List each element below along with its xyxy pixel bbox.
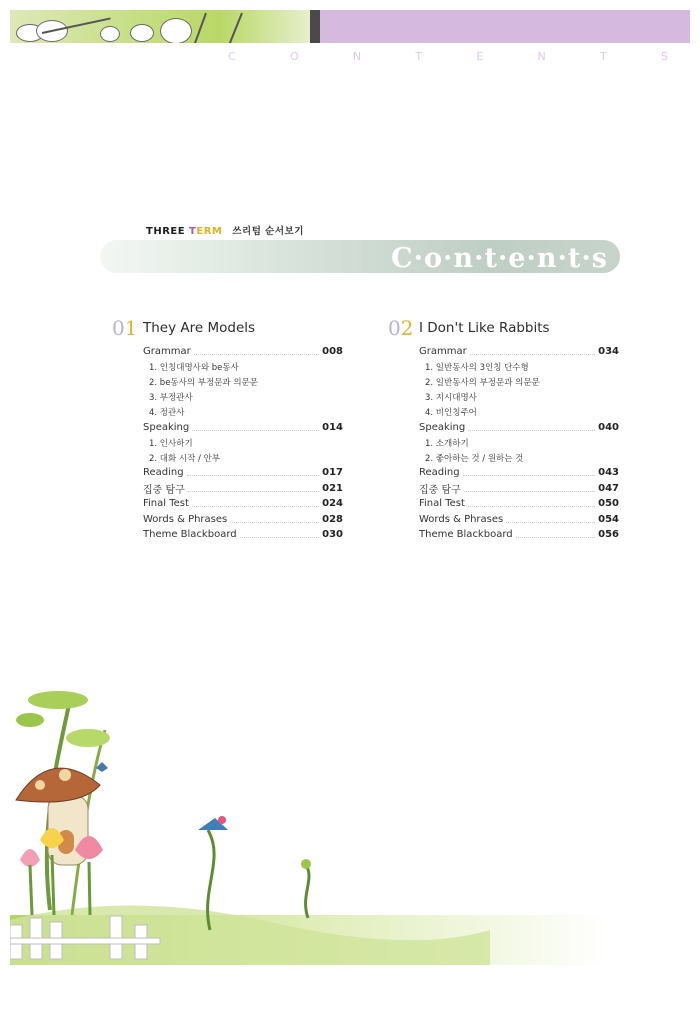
toc-entry-theme[interactable]: Theme Blackboard 056 <box>419 529 619 541</box>
chapter-title: I Don't Like Rabbits <box>419 320 550 336</box>
toc-subitem: 2. 좋아하는 것 / 원하는 것 <box>425 453 524 464</box>
header-letter: S <box>661 50 668 63</box>
header-letter: T <box>415 50 423 63</box>
term-erm: ERM <box>196 226 223 237</box>
header-letter: C <box>228 50 236 63</box>
chapter-column <box>112 316 343 541</box>
toc-entry-grammar[interactable]: Grammar 034 <box>419 346 619 358</box>
toc-subitem: 1. 인칭대명사와 be동사 <box>149 363 239 373</box>
cap-spot <box>59 769 71 781</box>
toc-list <box>419 344 619 543</box>
toc-entry-theme[interactable]: Theme Blackboard 030 <box>143 529 343 541</box>
toc-subitem: 2. be동사의 부정문과 의문문 <box>149 378 258 388</box>
page-number: 024 <box>322 498 343 510</box>
sprout-bud <box>301 859 311 869</box>
header-letter: O <box>289 50 299 63</box>
toc-subitem: 4. 비인칭주어 <box>425 408 477 418</box>
header-contents-word <box>228 50 668 63</box>
chapter-column <box>388 316 619 541</box>
leaf <box>66 729 110 747</box>
page-number: 034 <box>598 346 619 358</box>
toc-subitem: 1. 소개하기 <box>425 438 469 449</box>
toc-entry-focus[interactable]: 집중 탐구 021 <box>143 482 343 496</box>
page-number: 021 <box>322 482 343 494</box>
toc-entry-focus[interactable]: 집중 탐구 047 <box>419 482 619 496</box>
header-bar <box>320 10 690 43</box>
toc-entry-speaking[interactable]: Speaking 040 <box>419 421 619 433</box>
contents-banner <box>100 240 620 273</box>
chapter-number: 01 <box>112 316 138 340</box>
banner-title: C·o·n·t·e·n·t·s <box>391 243 608 273</box>
toc-subitem: 3. 지시대명사 <box>425 393 477 403</box>
chapter-number: 02 <box>388 316 414 340</box>
cap-spot <box>35 780 45 790</box>
leaf <box>16 713 44 727</box>
toc-subitem: 1. 인사하기 <box>149 438 193 449</box>
term-label <box>146 223 304 237</box>
toc-subitem: 2. 일반동사의 부정문과 의문문 <box>425 378 540 388</box>
page-number: 028 <box>322 513 343 525</box>
term-korean: 쓰리텀 순서보기 <box>232 226 304 237</box>
header-letter: T <box>600 50 607 63</box>
chapter-heading <box>388 316 598 344</box>
page-number: 014 <box>322 421 343 433</box>
term-three: THREE <box>146 226 186 237</box>
toc-subitem: 4. 정관사 <box>149 408 185 418</box>
toc-entry-words[interactable]: Words & Phrases 054 <box>419 513 619 525</box>
toc-subitem: 3. 부정관사 <box>149 393 193 403</box>
toc-entry-reading[interactable]: Reading 017 <box>143 467 343 479</box>
chapter-title: They Are Models <box>143 320 256 336</box>
toc-subitem: 1. 일반동사의 3인칭 단수형 <box>425 363 529 373</box>
header-letter: N <box>537 50 546 63</box>
toc-entry-words[interactable]: Words & Phrases 028 <box>143 513 343 525</box>
term-t: T <box>189 226 197 237</box>
toc-entry-speaking[interactable]: Speaking 014 <box>143 421 343 433</box>
mushroom-cap <box>16 768 100 802</box>
page-number: 056 <box>598 529 619 541</box>
page-number: 040 <box>598 421 619 433</box>
page-number: 008 <box>322 346 343 358</box>
leaf <box>28 691 88 709</box>
sprout-stem <box>306 865 309 918</box>
page-number: 050 <box>598 498 619 510</box>
toc-entry-reading[interactable]: Reading 043 <box>419 467 619 479</box>
header-letter: N <box>352 50 362 63</box>
toc-list <box>143 344 343 543</box>
bird-head <box>218 816 226 824</box>
chapter-heading <box>112 316 322 344</box>
page-number: 030 <box>322 529 343 541</box>
page-number: 047 <box>598 482 619 494</box>
header-illustration <box>10 10 310 43</box>
toc-entry-final-test[interactable]: Final Test 050 <box>419 498 619 510</box>
toc-entry-grammar[interactable]: Grammar 008 <box>143 346 343 358</box>
toc-entry-final-test[interactable]: Final Test 024 <box>143 498 343 510</box>
garden-illustration <box>10 690 610 965</box>
page-number: 017 <box>322 467 343 479</box>
page-number: 054 <box>598 513 619 525</box>
header-letter: E <box>476 50 484 63</box>
toc-subitem: 2. 대화 시작 / 안부 <box>149 453 221 464</box>
header-divider <box>310 10 320 43</box>
page-number: 043 <box>598 467 619 479</box>
tulip <box>20 849 40 867</box>
